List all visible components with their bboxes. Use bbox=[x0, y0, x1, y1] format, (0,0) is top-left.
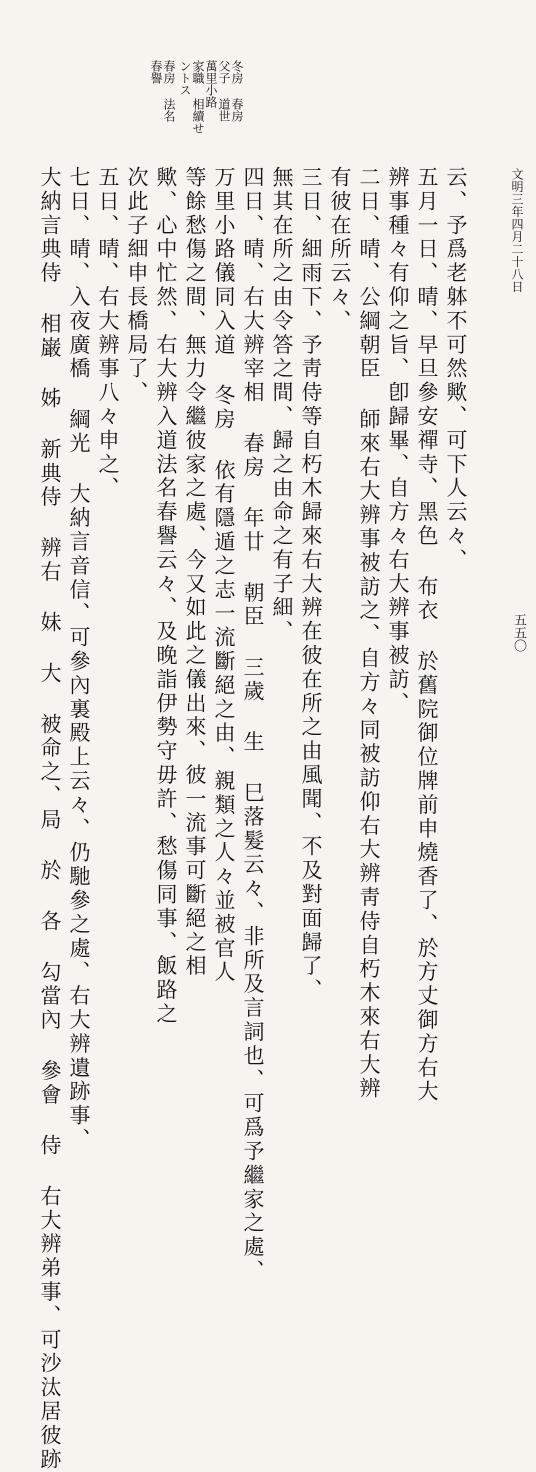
text-column-1: 云、予爲老躰不可然歟、可下人云々、 bbox=[444, 166, 468, 573]
text-column-11: 歟、心中忙然、右大辨入道法名春譽云々、及晚詣伊勢守毋許、愁傷同事、飯路之 bbox=[154, 166, 178, 1027]
header-note-1: 冬房 春房 bbox=[230, 60, 244, 122]
text-column-8: 四日、晴、右大辨宰相 春房 年廿 朝臣 三歲 生 巳落髮云々、非所及言詞也、可爲予繼家之處、 bbox=[241, 166, 265, 1284]
text-column-9: 万里小路儀同入道 冬房 依有隱遁之志一流斷絕之由、親類之人々並被官人 bbox=[212, 166, 236, 985]
text-column-7: 無其在所之由令答之間、歸之由命之有子細、 bbox=[270, 166, 294, 644]
text-column-14: 七日、晴、入夜廣橋 綱光 大納言音信、可參內裏殿上云々、仍馳參之處、右大辨遺跡事、 bbox=[67, 166, 91, 1152]
header-note-3: 萬里小路 bbox=[204, 60, 218, 108]
text-column-3: 辨事種々有仰之旨、卽歸畢、自方々右大辨事被訪、 bbox=[386, 166, 410, 716]
text-column-5: 有彼在所云々、 bbox=[328, 166, 352, 334]
header-note-2: 父子 道世 bbox=[217, 60, 231, 122]
header-note-7: 春譽 bbox=[149, 60, 163, 84]
header-note-6: 春房 法名 bbox=[162, 60, 176, 122]
text-column-2: 五月一日、晴、早旦參安禪寺、黑色 布衣 於舊院御位牌前申燒香了、於方丈御方右大 bbox=[415, 166, 439, 1105]
text-column-10: 等餘愁傷之間、無力令繼彼家之處、今又如此之儀出來、彼一流事可斷絕之相 bbox=[183, 166, 207, 979]
header-note-5: ントス bbox=[178, 60, 192, 96]
text-column-13: 五日、晴、右大辨事八々申之、 bbox=[96, 166, 120, 501]
running-head-date: 文明三年四月二十八日 bbox=[510, 168, 524, 293]
text-column-4: 二日、晴、公綱朝臣 師來右大辨事被訪之、自方々同被訪仰右大辨靑侍自朽木來右大辨 bbox=[357, 166, 381, 1102]
page-number: 五五〇 bbox=[511, 613, 526, 652]
text-column-15: 大納言典侍 相巌 姊 新典侍 辨右 妹 大 被命之、局 於 各 勾當內 參會 侍 右大辨弟事、可沙汰居彼跡 bbox=[38, 166, 62, 1472]
text-column-6: 三日、細雨下、予靑侍等自朽木歸來右大辨在彼在所之由風聞、不及對面歸了、 bbox=[299, 166, 323, 1003]
text-column-12: 次此子細申長橋局了、 bbox=[125, 166, 149, 405]
header-note-4: 家職 相續せ bbox=[191, 60, 205, 134]
